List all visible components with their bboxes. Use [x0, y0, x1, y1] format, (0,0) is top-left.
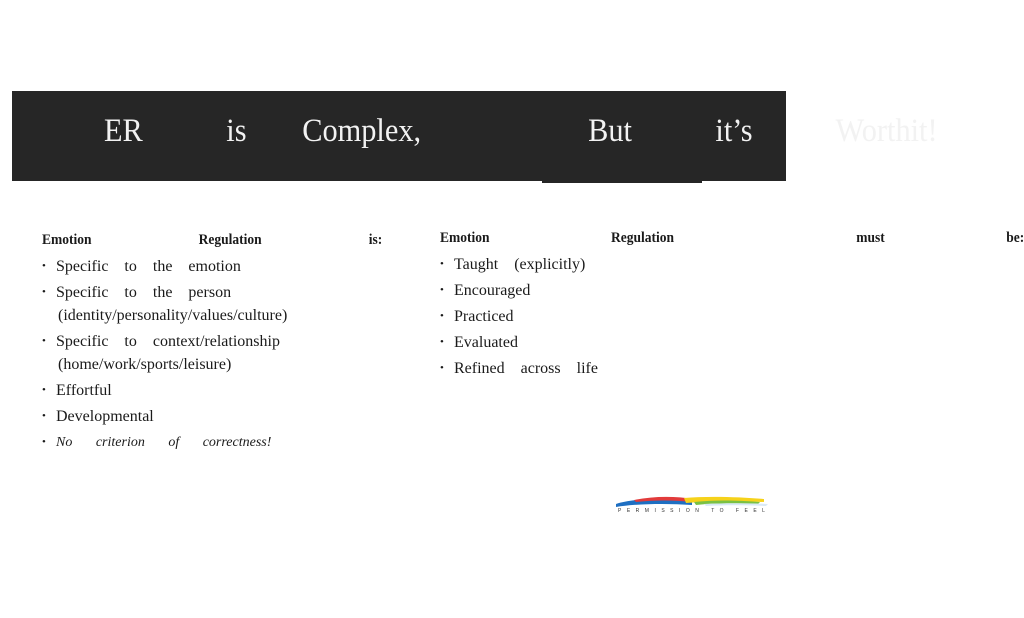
bullet-icon: • [42, 260, 46, 272]
bullet-icon: • [440, 336, 444, 348]
right-column [440, 230, 1024, 383]
list-item [440, 305, 740, 328]
list-item-subtext: (identity/personality/values/culture) [58, 307, 288, 324]
list-item [42, 379, 422, 402]
bullet-icon: • [440, 362, 444, 374]
bullet-icon: • [42, 410, 46, 422]
logo-tagline: PERMISSION TO FEEL [618, 508, 771, 514]
list-item-text: Refined across life [454, 360, 598, 377]
list-item [440, 253, 740, 276]
left-column [42, 232, 422, 457]
right-bullet-list [440, 253, 740, 380]
bullet-icon: • [42, 384, 46, 396]
bullet-icon: • [42, 436, 46, 448]
title-bar [12, 91, 938, 181]
bullet-icon: • [42, 335, 46, 347]
list-item [440, 357, 740, 380]
bullet-icon: • [440, 310, 444, 322]
list-item [440, 331, 740, 354]
list-item [42, 431, 422, 454]
list-item-text: Specific to the person [56, 284, 232, 301]
list-item-text: Developmental [56, 408, 154, 425]
list-item-text: Specific to context/relationship [56, 333, 280, 350]
list-item [42, 405, 422, 428]
bullet-icon: • [440, 258, 444, 270]
brushstroke-logo-icon [614, 494, 770, 518]
bullet-icon: • [42, 286, 46, 298]
slide-title: ER is Complex, But it’s Worthit! [104, 113, 938, 149]
list-item-text: Evaluated [454, 334, 518, 351]
list-item-text: Taught (explicitly) [454, 256, 586, 273]
list-item [440, 279, 740, 302]
bullet-icon: • [440, 284, 444, 296]
right-heading: Emotion Regulation must be: [440, 230, 1024, 246]
list-item-text: No criterion of correctness! [56, 435, 272, 450]
list-item [42, 255, 422, 278]
title-bar-underline [542, 179, 702, 183]
list-item [42, 330, 422, 376]
list-item-text: Effortful [56, 382, 112, 399]
left-heading: Emotion Regulation is: [42, 232, 383, 248]
list-item [42, 281, 422, 327]
left-bullet-list [42, 255, 422, 454]
list-item-text: Practiced [454, 308, 514, 325]
list-item-text: Specific to the emotion [56, 258, 241, 275]
list-item-text: Encouraged [454, 282, 531, 299]
list-item-subtext: (home/work/sports/leisure) [58, 356, 232, 373]
logo-lightblue-stroke [704, 503, 768, 506]
